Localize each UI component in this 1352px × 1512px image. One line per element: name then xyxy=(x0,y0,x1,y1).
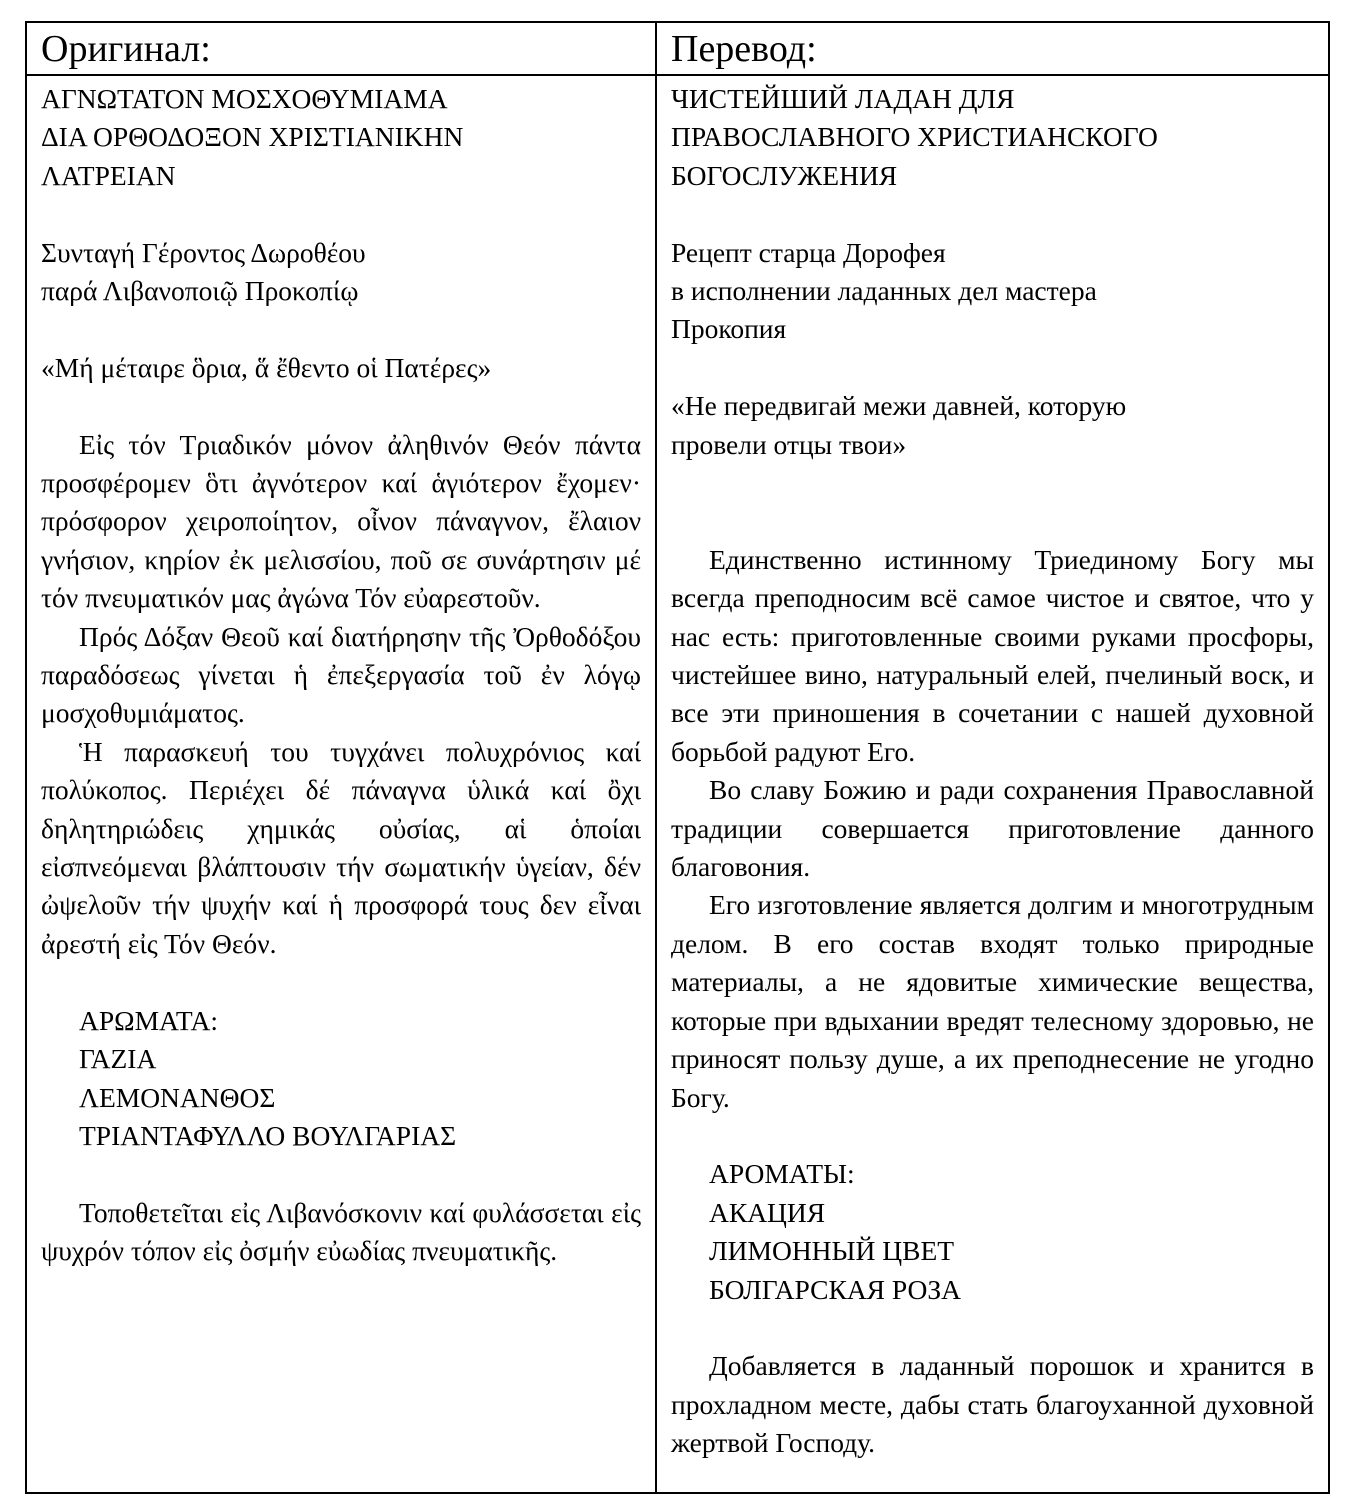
russian-title xyxy=(671,80,1314,195)
russian-quote-line: «Не передвигай межи давней, которую xyxy=(671,390,1127,422)
greek-title-line: ΛΑΤΡΕΙΑΝ xyxy=(41,159,176,191)
greek-paragraph: Εἰς τόν Τριαδικόν μόνον ἀληθινόν Θεόν πάντα προσφέρομεν ὃτι ἀγνότερον καί ἁγιότερον ἔχομεν· πρόσφορον χειροποίητον, οἶνον πάναγνον, ἔλαιον γνήσιον, κηρίον ἐκ μελισσίου, ποῦ σε συνάρτησιν μέ τόν πνευματικόν μας ἀγώνα Τόν εὐαρεστοῦν. xyxy=(41,428,641,614)
russian-aroma-item: ЛИМОННЫЙ ЦВЕТ xyxy=(709,1235,955,1267)
greek-aromas xyxy=(41,1002,641,1156)
greek-aroma-item: ΛΕΜΟΝΑΝΘΟΣ xyxy=(79,1081,276,1113)
russian-title-line: ПРАВОСЛАВНОГО ХРИСТИАНСКОГО xyxy=(671,121,1158,153)
greek-closing: Τοποθετεῖται εἰς Λιβανόσκονιν καί φυλάσσεται εἰς ψυχρόν τόπον εἰς ὀσμήν εὐωδίας πνευματικῆς. xyxy=(41,1196,641,1267)
greek-recipe-line: Συνταγή Γέροντος Δωροθέου xyxy=(41,236,366,268)
russian-title-line: БОГОСЛУЖЕНИЯ xyxy=(671,159,898,191)
greek-paragraph: Ἡ παρασκευή του τυγχάνει πολυχρόνιος καί πολύκοπος. Περιέχει δέ πάναγνα ὑλικά καί ὂχι δηλητηριώδεις χημικάς οὐσίας, αἱ ὁποίαι εἰσπνεόμεναι βλάπτουσιν τήν σωματικήν ὑγείαν, δέν ὠψελοῦν τήν ψυχήν καί ἡ προσφορά τους δεν εἶναι ἀρεστή εἰς Τόν Θεόν. xyxy=(41,735,641,959)
russian-closing: Добавляется в ладанный порошок и хранится в прохладном месте, дабы стать благоуханной духовной жертвой Господу. xyxy=(671,1350,1314,1459)
russian-paragraph: Во славу Божию и ради сохранения Православной традиции совершается приготовление данного благовония. xyxy=(671,774,1314,883)
translation-column xyxy=(657,76,1328,1492)
original-column xyxy=(27,76,657,1492)
header-original: Оригинал: xyxy=(27,23,657,76)
greek-title xyxy=(41,80,641,195)
russian-aroma-item: АКАЦИЯ xyxy=(709,1196,826,1228)
greek-aroma-item: ΤΡΙΑΝΤΑΦΥΛΛΟ ΒΟΥΛΓΑΡΙΑΣ xyxy=(79,1119,457,1151)
greek-aromas-title: ΑΡΩΜΑΤΑ: xyxy=(79,1004,218,1036)
russian-recipe-line: в исполнении ладанных дел мастера xyxy=(671,275,1097,307)
russian-quote-line: провели отцы твои» xyxy=(671,428,907,460)
russian-title-line: ЧИСТЕЙШИЙ ЛАДАН ДЛЯ xyxy=(671,83,1015,114)
greek-recipe xyxy=(41,234,641,311)
russian-aromas xyxy=(671,1155,1314,1309)
bilingual-table xyxy=(25,21,1330,1494)
russian-aromas-title: АРОМАТЫ: xyxy=(709,1158,855,1190)
greek-title-line: ΑΓΝΩΤΑΤΟΝ ΜΟΣΧΟΘΥΜΙΑΜΑ xyxy=(41,83,448,114)
greek-quote: «Μή μέταιρε ὃρια, ἅ ἔθεντο οἱ Πατέρες» xyxy=(41,351,492,383)
russian-recipe-line: Рецепт старца Дорофея xyxy=(671,236,946,268)
greek-title-line: ΔΙΑ ΟΡΘΟΔΟΞΟΝ ΧΡΙΣΤΙΑΝΙΚΗΝ xyxy=(41,121,464,153)
russian-recipe xyxy=(671,234,1314,349)
greek-paragraph: Πρός Δόξαν Θεοῦ καί διατήρησην τῆς Ὀρθοδόξου παραδόσεως γίνεται ἡ ἐπεξεργασία τοῦ ἐν λόγῳ μοσχοθυμιάματος. xyxy=(41,620,641,729)
russian-paragraph: Единственно истинному Триединому Богу мы всегда преподносим всё самое чистое и святое, что у нас есть: приготовленные своими руками просфоры, чистейшее вино, натуральный елей, пчелиный воск, и все эти приношения в сочетании с нашей духовной борьбой радуют Его. xyxy=(671,543,1314,767)
header-translation: Перевод: xyxy=(657,23,1328,76)
russian-recipe-line: Прокопия xyxy=(671,313,787,345)
russian-paragraph: Его изготовление является долгим и многотрудным делом. В его состав входят только природные материалы, а не ядовитые химические вещества, которые при вдыхании вредят телесному здоровью, не приносят пользу душе, а их преподнесение не угодно Богу. xyxy=(671,889,1314,1113)
greek-recipe-line: παρά Λιβανοποιῷ Προκοπίῳ xyxy=(41,275,359,307)
greek-aroma-item: ΓΑΖΙΑ xyxy=(79,1043,157,1075)
russian-quote xyxy=(671,387,1314,464)
russian-aroma-item: БОЛГАРСКАЯ РОЗА xyxy=(709,1273,962,1305)
